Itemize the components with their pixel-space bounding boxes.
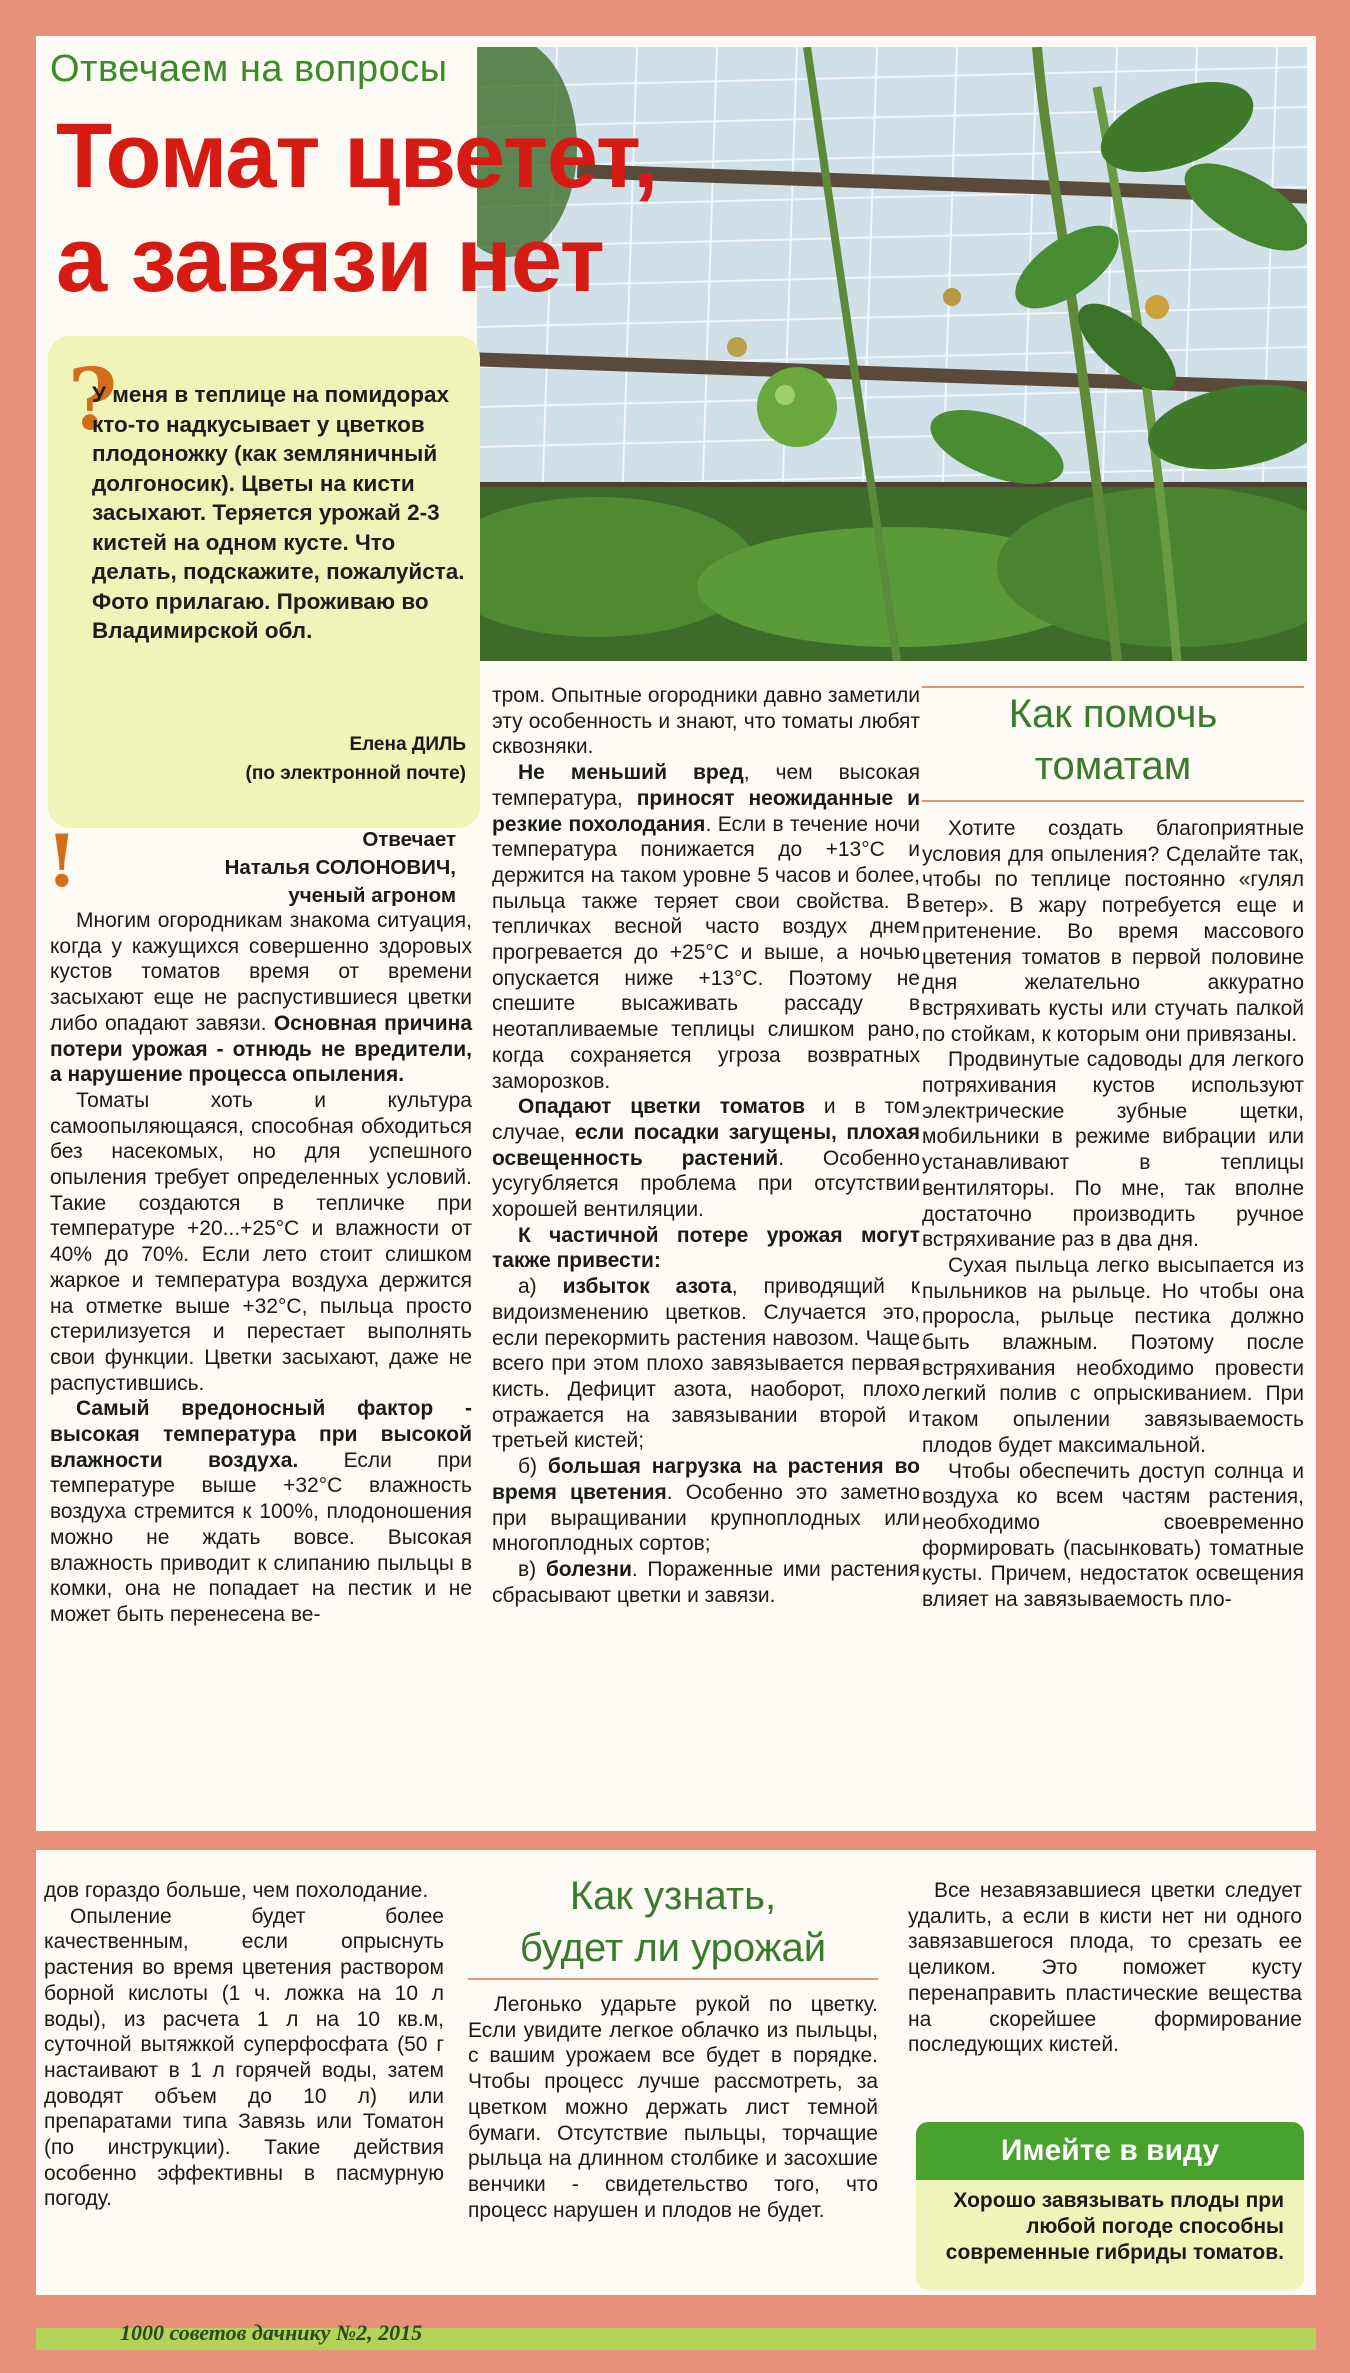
continuation-panel — [36, 1850, 1316, 2295]
note-body: Хорошо завязывать плоды при любой погоде способны современные гибриды томатов. — [916, 2180, 1304, 2290]
question-author: Елена ДИЛЬ — [349, 734, 466, 755]
exclamation-icon: ! — [46, 818, 78, 903]
paragraph: тром. Опытные огородники давно заметили эту особенность и знают, что томаты любят сквозняки. — [492, 684, 920, 759]
answerer-block — [86, 826, 456, 910]
paragraph: Многим огородникам знакома ситуация, когда у кажущихся совершенно здоровых кустов томатов время от времени засыхают еще не распустившиеся цветки либо опадают завязи. Основная причина потери урожая - отнюдь не вредители, а нарушение процесса опыления. — [50, 909, 472, 1087]
sidebar-heading-help — [922, 686, 1304, 802]
question-mark-icon: ? — [68, 350, 118, 449]
question-signature — [246, 730, 466, 788]
paragraph: дов гораздо больше, чем похолодание. — [44, 1879, 429, 1902]
paragraph: Не меньший вред, чем высокая температура, приносят неожиданные и резкие похолодания. Если в течение ночи температура понижается до +13°С и держится на таком уровне 5 часов и более, пыльца также теряет свои свойства. В тепличках весной часто воздух днем прогревается до +25°С и выше, а ночью опускается ниже +13°С. Поэтому не спешите высаживать рассаду в неотапливаемые теплицы слишком рано, когда сохраняется угроза возвратных заморозков. — [492, 761, 921, 1093]
paragraph: Продвинутые садоводы для легкого потряхивания кустов используют электрические зубные щетки, мобильники в режиме вибрации или устанавливают в теплицы вентиляторы. По мне, так вполне достаточно производить ручное встряхивание раз в два дня. — [922, 1048, 1304, 1252]
article-column-2 — [492, 683, 920, 1608]
sidebar-column-help — [922, 816, 1304, 1613]
paragraph: Все незавязавшиеся цветки следует удалить, а если в кисти нет ни одного завязавшегося плода, то срезать ее целиком. Это поможет кусту перенаправить пластические вещества на скорейшее формирование последующих кистей. — [908, 1879, 1302, 2057]
answerer-name: Наталья СОЛОНОВИЧ, — [224, 856, 456, 879]
paragraph: Сухая пыльца легко высыпается из пыльников на рыльце. Но чтобы она проросла, рыльце пестика должно быть влажным. Поэтому после встряхивания необходимо провести легкий полив с опрыскиванием. При таком опылении завязываемость плодов будет максимальной. — [922, 1253, 1304, 1457]
sidebar-column-harvest — [468, 1992, 878, 2223]
footer-label: 1000 советов дачнику №2, 2015 — [120, 2320, 423, 2345]
continuation-column-1 — [44, 1878, 444, 2212]
paragraph: Опадают цветки томатов и в том случае, если посадки загущены, плохая освещенность растений. Особенно усугубляется проблема при отсутствии хорошей вентиляции. — [492, 1095, 921, 1222]
paragraph: б) большая нагрузка на растения во время цветения. Особенно это заметно при выращивании крупноплодных или многоплодных сортов; — [492, 1455, 920, 1556]
answerer-label: Отвечает — [362, 828, 456, 851]
paragraph: Легонько ударьте рукой по цветку. Если увидите легкое облачко из пыльцы, с вашим урожаем все будет в порядке. Чтобы процесс лучше рассмотреть, за цветком можно держать лист темной бумаги. Отсутствие пыльцы, торчащие рыльца на длинном столбике и засохшие венчики - свидетельство того, что процесс нарушен и плодов не будет. — [468, 1993, 878, 2222]
paragraph: а) избыток азота, приводящий к видоизменению цветков. Случается это, если перекормить растения навозом. Чаще всего при этом плохо завязывается первая кисть. Дефицит азота, наоборот, плохо отражается на завязывании второй и третьей кистей; — [492, 1275, 920, 1453]
section-rubric: Отвечаем на вопросы — [50, 48, 448, 90]
sidebar-heading-line-2: томатам — [1034, 744, 1192, 788]
question-source: (по электронной почте) — [245, 763, 466, 784]
paragraph: Томаты хоть и культура самоопыляющаяся, способная обходиться без насекомых, но для успешного опыления требует определенных условий. Такие создаются в тепличке при температуре +20...+25°С и влажности от 40% до 70%. Если лето стоит слишком жаркое и температура воздуха держится на отметке выше +32°С, пыльца просто стерилизуется и перестает выполнять свои функции. Цветки засыхают, даже не распустившись. — [50, 1088, 472, 1395]
sidebar-heading-line-1: Как помочь — [1008, 692, 1218, 736]
answerer-role: ученый агроном — [288, 884, 456, 907]
sidebar-heading-line-1: Как узнать, — [569, 1874, 777, 1918]
title-line-1: Томат цветет, — [56, 105, 658, 207]
paragraph: Опыление будет более качественным, если опрыснуть растения во время цветения раствором борной кислоты (1 ч. ложка на 10 л воды), из расчета 1 л на 10 кв.м, суточной вытяжкой суперфосфата (50 г настаивают в 1 л горячей воды, затем доводят объем до 10 л) или препаратами типа Завязь или Томатон (по инструкции). Такие действия особенно эффективны в пасмурную погоду. — [44, 1904, 444, 2211]
article-column-1 — [50, 908, 472, 1628]
paragraph: К частичной потере урожая могут также привести: — [492, 1223, 920, 1273]
paragraph: Хотите создать благоприятные условия для опыления? Сделайте так, чтобы по теплице постоянно «гулял ветер». В жару потребуется еще и притенение. Во время массового цветения томатов в первой половине дня желательно аккуратно встряхивать кусты или стучать палкой по стойкам, к которым они привязаны. — [922, 817, 1304, 1046]
note-header: Имейте в виду — [916, 2122, 1304, 2180]
reader-question-box — [48, 336, 480, 828]
paragraph: Самый вредоносный фактор - высокая температура при высокой влажности воздуха. Если при температуре выше +32°С влажность воздуха стремится к 100%, плодоношения можно не ждать вовсе. Высокая влажность приводит к слипанию пыльцы в комки, она не попадает на пестик и не может быть перенесена ве- — [50, 1397, 472, 1626]
question-text: У меня в теплице на помидорах кто-то надкусывает у цветков плодоножку (как земляничный долгоносик). Цветы на кисти засыхают. Теряется урожай 2-3 кистей на одном кусте. Что делать, подскажите, пожалуйста. Фото прилагаю. Проживаю во Владимирской обл. — [92, 382, 465, 643]
paragraph: в) болезни. Пораженные ими растения сбрасывают цветки и завязи. — [492, 1557, 921, 1607]
continuation-column-3 — [908, 1878, 1302, 2058]
article-title — [56, 104, 658, 312]
sidebar-heading-harvest — [468, 1870, 878, 1980]
title-line-2: а завязи нет — [56, 209, 604, 311]
article-panel — [36, 36, 1316, 1831]
paragraph: Чтобы обеспечить доступ солнца и воздуха ко всем частям растения, необходимо своевременно формировать (пасынковать) томатные кусты. Причем, недостаток освещения влияет на завязываемость пло- — [922, 1459, 1304, 1612]
sidebar-heading-line-2: будет ли урожай — [519, 1926, 827, 1970]
